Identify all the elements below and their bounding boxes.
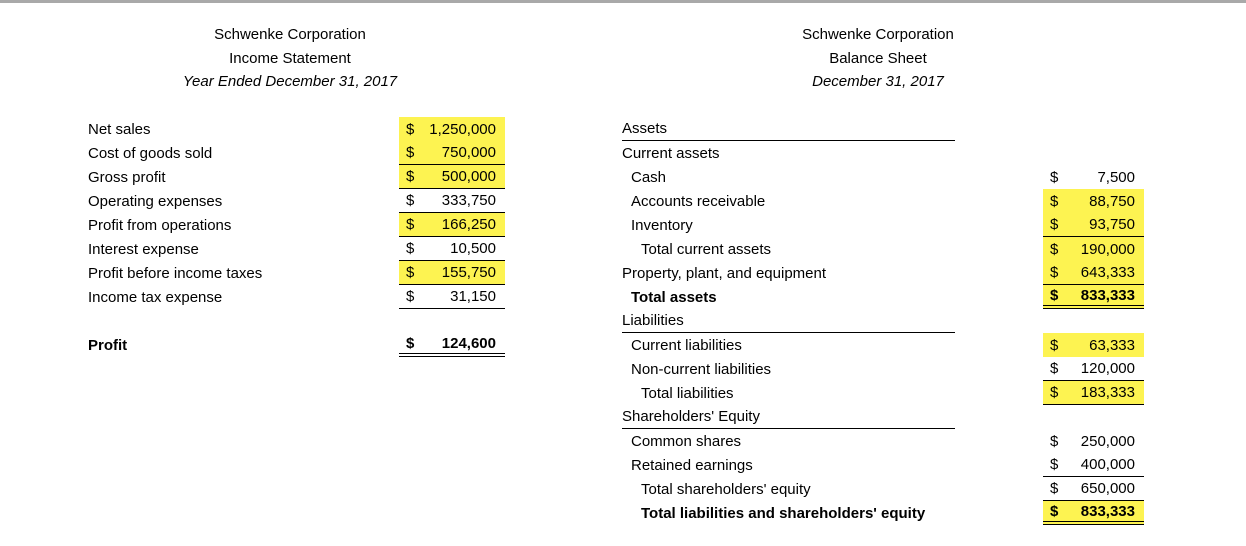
spacer-row (88, 309, 505, 333)
row-label: Net sales (88, 120, 151, 138)
row-label: Total shareholders' equity (641, 480, 811, 498)
company-name: Schwenke Corporation (802, 26, 954, 43)
value-cell (399, 117, 505, 141)
company-name: Schwenke Corporation (214, 26, 366, 43)
value-cell (1043, 285, 1144, 309)
amount-value: 120,000 (1080, 360, 1135, 377)
amount-value: 88,750 (1089, 192, 1135, 210)
interest-expense-row (88, 237, 505, 261)
row-label: Assets (622, 117, 955, 141)
value-cell (1043, 333, 1144, 357)
dollar-sign: $ (1050, 168, 1059, 186)
amount-value: 750,000 (441, 144, 496, 161)
dollar-sign: $ (1050, 480, 1059, 497)
statement-name: Balance Sheet (829, 49, 927, 67)
value-cell (1043, 261, 1144, 285)
amount-value: 124,600 (441, 334, 496, 352)
retained-earnings-row (622, 453, 1144, 477)
dollar-sign: $ (1050, 456, 1059, 473)
operating-expenses-row (88, 189, 505, 213)
amount-value: 93,750 (1089, 216, 1135, 233)
assets-row (622, 117, 1144, 141)
property-plant-and-equipment-row (622, 261, 1144, 285)
total-current-assets-row (622, 237, 1144, 261)
amount-value: 31,150 (450, 288, 496, 305)
row-label: Cash (631, 168, 667, 186)
inventory-row (622, 213, 1144, 237)
income-statement (88, 117, 505, 357)
amount-value: 183,333 (1080, 384, 1135, 401)
balance-sheet-title (678, 23, 1078, 94)
value-cell (399, 189, 505, 213)
row-label: Interest expense (88, 240, 199, 258)
row-label: Shareholders' Equity (622, 405, 955, 429)
row-label: Common shares (631, 432, 742, 450)
dollar-sign: $ (1050, 432, 1059, 450)
value-cell (1043, 381, 1144, 405)
dollar-sign: $ (406, 168, 415, 185)
value-cell (399, 165, 505, 189)
dollar-sign: $ (1050, 286, 1059, 304)
income-statement-title (90, 23, 490, 94)
value-cell (399, 213, 505, 237)
dollar-sign: $ (406, 120, 415, 138)
gross-profit-row (88, 165, 505, 189)
row-label: Total liabilities (641, 384, 734, 402)
amount-value: 400,000 (1080, 456, 1135, 473)
value-cell (399, 261, 505, 285)
amount-value: 7,500 (1097, 168, 1135, 186)
dollar-sign: $ (406, 264, 415, 281)
row-label: Current liabilities (631, 336, 742, 354)
dollar-sign: $ (1050, 384, 1059, 401)
cash-row (622, 165, 1144, 189)
row-label: Non-current liabilities (631, 360, 772, 378)
amount-value: 166,250 (441, 216, 496, 233)
row-label: Operating expenses (88, 192, 223, 210)
dollar-sign: $ (406, 288, 415, 305)
liabilities-row (622, 309, 1144, 333)
dollar-sign: $ (1050, 240, 1059, 258)
profit-before-income-taxes-row (88, 261, 505, 285)
value-cell (399, 237, 505, 261)
value-cell (1043, 213, 1144, 237)
total-liabilities-row (622, 381, 1144, 405)
statement-date: Year Ended December 31, 2017 (182, 73, 398, 90)
balance-sheet (622, 117, 1144, 525)
amount-value: 643,333 (1080, 264, 1135, 281)
row-label: Current assets (622, 144, 720, 162)
dollar-sign: $ (1050, 502, 1059, 520)
total-liabilities-and-shareholders-equity-row (622, 501, 1144, 525)
amount-value: 1,250,000 (429, 120, 496, 138)
value-cell (1043, 477, 1144, 501)
value-cell (399, 333, 505, 357)
value-cell (1043, 189, 1144, 213)
value-cell (399, 141, 505, 165)
row-label: Cost of goods sold (88, 144, 213, 162)
row-label: Profit from operations (88, 216, 232, 234)
common-shares-row (622, 429, 1144, 453)
amount-value: 250,000 (1080, 432, 1135, 450)
amount-value: 833,333 (1080, 502, 1135, 520)
amount-value: 650,000 (1080, 480, 1135, 497)
amount-value: 10,500 (450, 240, 496, 257)
row-label: Total assets (631, 288, 717, 306)
income-tax-expense-row (88, 285, 505, 309)
current-liabilities-row (622, 333, 1144, 357)
non-current-liabilities-row (622, 357, 1144, 381)
dollar-sign: $ (406, 216, 415, 233)
profit-from-operations-row (88, 213, 505, 237)
dollar-sign: $ (406, 334, 415, 352)
dollar-sign: $ (1050, 336, 1059, 354)
row-label: Profit before income taxes (88, 264, 263, 282)
cost-of-goods-sold-row (88, 141, 505, 165)
dollar-sign: $ (406, 240, 415, 257)
row-label: Total current assets (641, 240, 772, 258)
value-cell (1043, 453, 1144, 477)
row-label: Inventory (631, 216, 693, 234)
total-assets-row (622, 285, 1144, 309)
profit-row (88, 333, 505, 357)
statement-name: Income Statement (229, 49, 351, 67)
amount-value: 500,000 (441, 168, 496, 185)
row-label: Gross profit (88, 168, 166, 186)
value-cell (1043, 237, 1144, 261)
window-top-edge (0, 0, 1246, 3)
row-label: Liabilities (622, 309, 955, 333)
amount-value: 155,750 (441, 264, 496, 281)
current-assets-row (622, 141, 1144, 165)
value-cell (1043, 501, 1144, 525)
row-label: Property, plant, and equipment (622, 264, 827, 282)
dollar-sign: $ (1050, 360, 1059, 377)
shareholders-equity-row (622, 405, 1144, 429)
accounts-receivable-row (622, 189, 1144, 213)
amount-value: 333,750 (441, 192, 496, 209)
total-shareholders-equity-row (622, 477, 1144, 501)
row-label: Retained earnings (631, 456, 753, 474)
value-cell (1043, 429, 1144, 453)
dollar-sign: $ (406, 144, 415, 161)
value-cell (1043, 165, 1144, 189)
value-cell (399, 285, 505, 309)
net-sales-row (88, 117, 505, 141)
row-label: Accounts receivable (631, 192, 766, 210)
dollar-sign: $ (1050, 192, 1059, 210)
amount-value: 63,333 (1089, 336, 1135, 354)
statement-date: December 31, 2017 (812, 73, 944, 90)
value-cell (1043, 357, 1144, 381)
dollar-sign: $ (1050, 264, 1059, 281)
dollar-sign: $ (406, 192, 415, 209)
row-label: Profit (88, 336, 128, 354)
amount-value: 190,000 (1080, 240, 1135, 258)
dollar-sign: $ (1050, 216, 1059, 233)
amount-value: 833,333 (1080, 286, 1135, 304)
row-label: Total liabilities and shareholders' equity (641, 504, 926, 522)
row-label: Income tax expense (88, 288, 223, 306)
